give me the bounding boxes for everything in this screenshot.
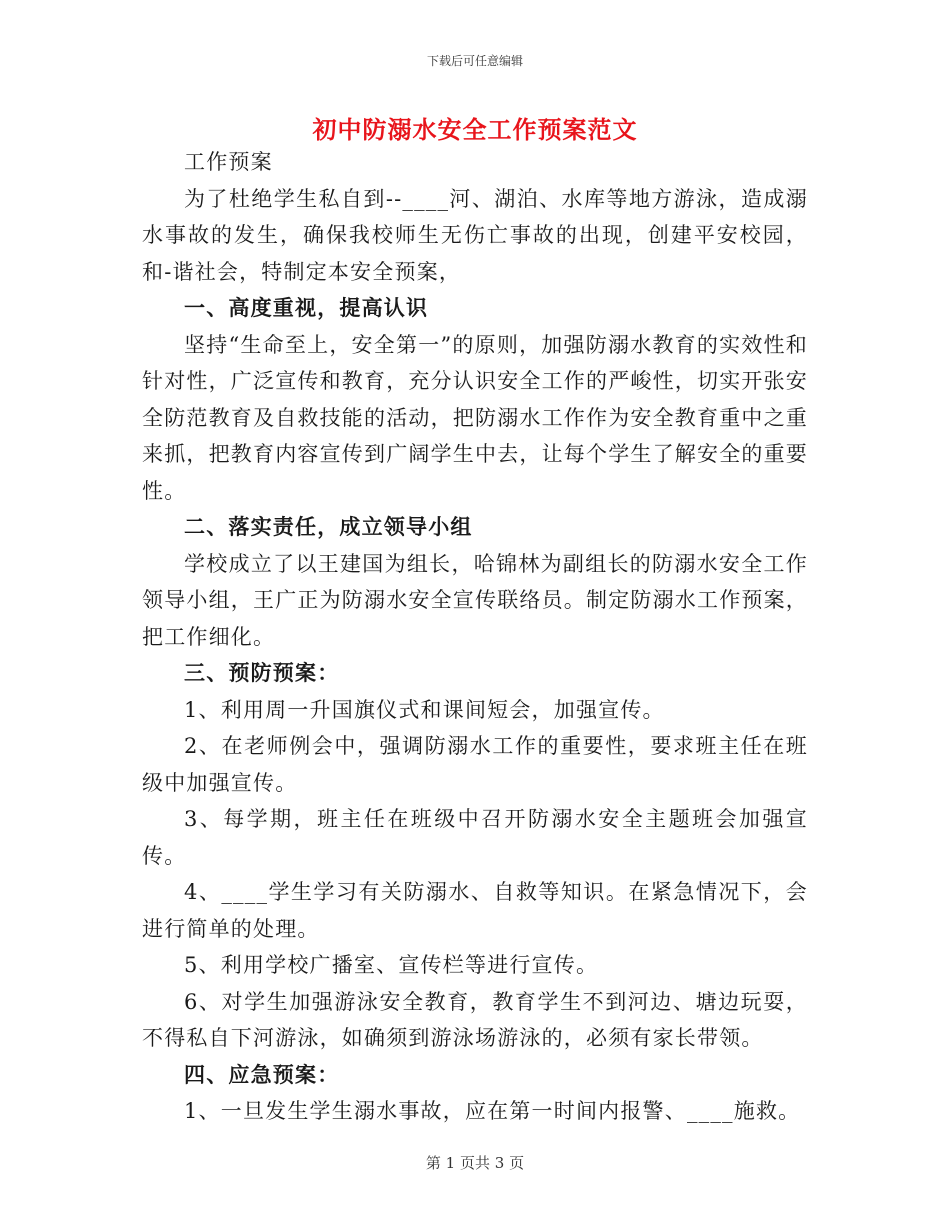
- section-heading: 三、预防预案：: [184, 660, 340, 685]
- page-number: 第 1 页共 3 页: [425, 1154, 525, 1172]
- document-title: 初中防溺水安全工作预案范文: [312, 115, 638, 144]
- document-body: [142, 144, 808, 1130]
- section-heading: 四、应急预案：: [184, 1061, 340, 1087]
- paragraph: 学校成立了以王建国为组长，哈锦林为副组长的防溺水安全工作领导小组，王广正为防溺水安全宣传联络员。制定防溺水工作预案，把工作细化。: [142, 551, 808, 649]
- list-item: 3、每学期，班主任在班级中召开防溺水安全主题班会加强宣传。: [142, 807, 808, 868]
- list-item: 1、利用周一升国旗仪式和课间短会，加强宣传。: [184, 697, 665, 722]
- list-item: 6、对学生加强游泳安全教育，教育学生不到河边、塘边玩耍，不得私自下河游泳，如确须到游泳场游泳的，必须有家长带领。: [142, 989, 808, 1050]
- page-header-note: 下载后可任意编辑: [426, 54, 523, 68]
- list-item: 2、在老师例会中，强调防溺水工作的重要性，要求班主任在班级中加强宣传。: [142, 734, 808, 795]
- section-heading: 二、落实责任，成立领导小组: [184, 514, 473, 539]
- paragraph: 工作预案: [184, 150, 273, 174]
- paragraph: 为了杜绝学生私自到--____河、湖泊、水库等地方游泳，造成溺水事故的发生，确保我校师生无伤亡事故的出现，创建平安校园，和-谐社会，特制定本安全预案，: [142, 186, 808, 284]
- list-item: 1、一旦发生学生溺水事故，应在第一时间内报警、____施救。: [184, 1099, 801, 1123]
- list-item: 4、____学生学习有关防溺水、自救等知识。在紧急情况下，会进行简单的处理。: [142, 880, 808, 941]
- paragraph: 坚持“生命至上，安全第一”的原则，加强防溺水教育的实效性和针对性，广泛宣传和教育，充分认识安全工作的严峻性，切实开张安全防范教育及自救技能的活动，把防溺水工作作为安全教育重中之重来抓，把教育内容宣传到广阔学生中去，让每个学生了解安全的重要性。: [142, 332, 808, 503]
- list-item: 5、利用学校广播室、宣传栏等进行宣传。: [184, 953, 599, 977]
- section-heading: 一、高度重视，提高认识: [184, 295, 429, 320]
